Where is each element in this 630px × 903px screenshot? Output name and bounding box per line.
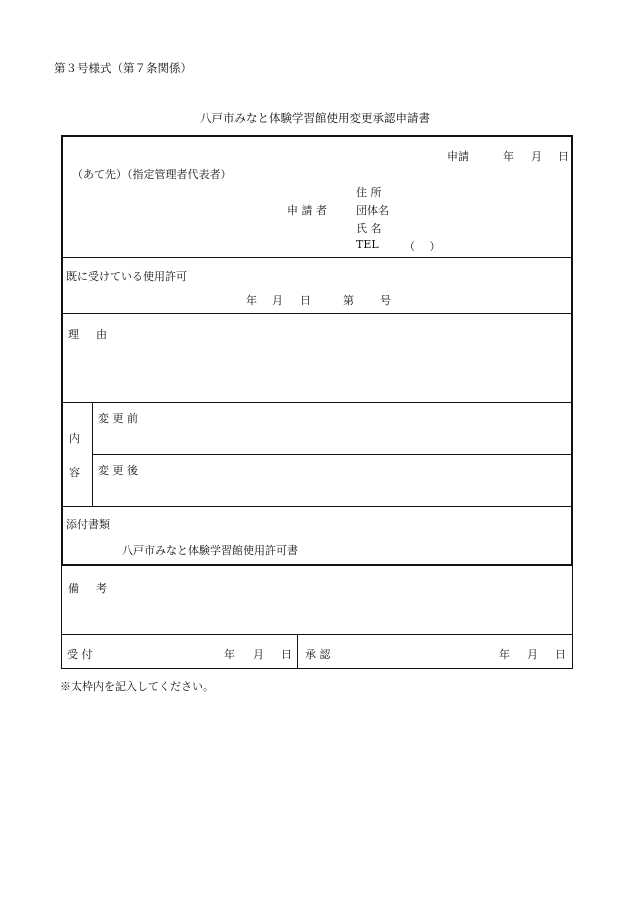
footer-note: ※太枠内を記入してください。 <box>60 680 214 693</box>
approved-label: 承 認 <box>305 648 331 661</box>
date-day: 日 <box>558 150 569 163</box>
group-label: 団体名 <box>356 204 389 217</box>
reason-label-1: 理 <box>68 328 79 341</box>
tel-label: TEL <box>356 238 379 251</box>
addressee: （あて先）（指定管理者代表者） <box>72 168 232 181</box>
document-title: 八戸市みなと体験学習館使用変更承認申請書 <box>200 111 430 125</box>
received-month: 月 <box>253 648 264 661</box>
received-label: 受 付 <box>67 648 93 661</box>
before-change-label: 変 更 前 <box>98 412 138 425</box>
date-month: 月 <box>531 150 542 163</box>
permit-day: 日 <box>300 294 311 307</box>
permit-number-suffix: 号 <box>380 294 391 307</box>
applicant-label: 申 請 者 <box>287 204 327 217</box>
form-number: 第３号様式（第７条関係） <box>54 61 192 75</box>
divider-content-label <box>92 402 93 506</box>
divider-applicant <box>62 257 572 258</box>
remarks-label-1: 備 <box>68 582 79 595</box>
divider-remarks <box>62 634 572 635</box>
divider-permit <box>62 313 572 314</box>
address-label: 住 所 <box>356 186 382 199</box>
reason-label-2: 由 <box>96 328 107 341</box>
approved-day: 日 <box>555 648 566 661</box>
date-year: 年 <box>503 150 514 163</box>
received-day: 日 <box>281 648 292 661</box>
divider-content-mid <box>93 454 572 455</box>
approved-month: 月 <box>527 648 538 661</box>
content-label-2: 容 <box>69 466 80 479</box>
approved-year: 年 <box>499 648 510 661</box>
content-label-1: 内 <box>69 432 80 445</box>
permit-year: 年 <box>246 294 257 307</box>
date-label: 申請 <box>447 150 469 163</box>
name-label: 氏 名 <box>356 222 382 235</box>
thick-frame <box>61 135 573 566</box>
tel-paren: （ ） <box>404 240 441 253</box>
divider-reason <box>62 402 572 403</box>
divider-reception <box>297 634 298 668</box>
permit-number-prefix: 第 <box>343 294 354 307</box>
permit-month: 月 <box>272 294 283 307</box>
after-change-label: 変 更 後 <box>98 464 138 477</box>
remarks-label-2: 考 <box>96 582 107 595</box>
permit-label: 既に受けている使用許可 <box>66 270 187 283</box>
received-year: 年 <box>224 648 235 661</box>
attachments-label: 添付書類 <box>66 518 110 531</box>
attachment-item: 八戸市みなと体験学習館使用許可書 <box>122 544 298 557</box>
divider-content <box>62 506 572 507</box>
